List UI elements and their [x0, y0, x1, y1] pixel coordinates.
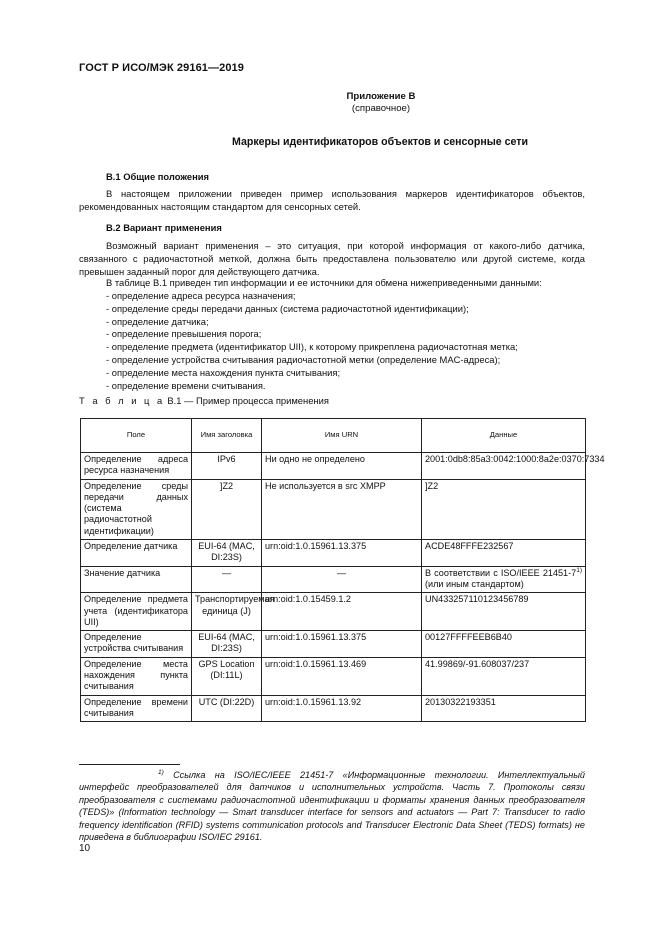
application-table: [80, 418, 605, 722]
cell-urn: Не используется в src XMPP: [262, 479, 422, 539]
header-field: Поле: [81, 419, 192, 453]
cell-data: 2001:0db8:85a3:0042:1000:8a2e:0370:7334: [422, 453, 586, 480]
cell-name: IPv6: [192, 453, 262, 480]
table-caption-text: В.1 — Пример процесса применения: [164, 395, 329, 406]
table-row: [81, 540, 586, 567]
table-header-row: [81, 419, 586, 453]
cell-urn: urn:oid:1.0.15961.13.375: [262, 631, 422, 658]
cell-name: —: [192, 566, 262, 593]
cell-urn: urn:oid:1.0.15459.1.2: [262, 593, 422, 631]
table-row: [81, 593, 586, 631]
cell-data: ACDE48FFFE232567: [422, 540, 586, 567]
footnote-text: Ссылка на ISO/IEC/IEEE 21451-7 «Информационные технологии. Интеллектуальный интерфейс преобразователей для датчиков и исполнительных устройств. Часть 7. Протоколы связи преобразователя с системами радиочастотной идентификации и форматы хранения данных преобразователя (TEDS)» (Information technology — Smart transducer interface for sensors and actuators — Part 7: Transducer to radio frequency identification (RFID) systems communication protocols and Transducer Electronic Data Sheet (TEDS) formats) не приведена в библиографии ISO/IEC 29161.: [79, 770, 585, 843]
cell-field: Определение времени считывания: [81, 695, 192, 722]
cell-field: Определение предмета учета (идентификатора UII): [81, 593, 192, 631]
cell-urn: Ни одно не определено: [262, 453, 422, 480]
list-item: - определение времени считывания.: [106, 379, 266, 391]
footnote-divider: [79, 764, 180, 765]
cell-field: Определение адреса ресурса назначения: [81, 453, 192, 480]
cell-name: Транспортируемая единица (J): [192, 593, 262, 631]
table-row: [81, 657, 586, 695]
list-item: - определение превышения порога;: [106, 328, 262, 340]
cell-data: 20130322193351: [422, 695, 586, 722]
cell-name: ]Z2: [192, 479, 262, 539]
header-urn: Имя URN: [262, 419, 422, 453]
section-2-text-1: Возможный вариант применения – это ситуация, при которой информация от какого-либо датчика, связанного с радиочастотной меткой, должна быть предоставлена пользователю или другой системе, когда превышен заданный порог для действующего датчика.: [79, 240, 585, 277]
cell-field: Определение среды передачи данных (система радиочастотной идентификации): [81, 479, 192, 539]
list-item: - определение среды передачи данных (система радиочастотной идентификации);: [106, 302, 469, 314]
cell-urn: urn:oid:1.0.15961.13.469: [262, 657, 422, 695]
cell-data: 00127FFFFEEB6B40: [422, 631, 586, 658]
section-1-text: В настоящем приложении приведен пример использования маркеров идентификаторов объектов, рекомендованных настоящим стандартом для сенсорных сетей.: [79, 188, 585, 212]
header-data: Данные: [422, 419, 586, 453]
cell-urn: —: [262, 566, 422, 593]
section-2-paragraph-1: [79, 239, 585, 278]
list-item: - определение места нахождения пункта считывания;: [106, 366, 341, 378]
footnote-marker: 1): [158, 768, 164, 776]
cell-field: Определение устройства считывания: [81, 631, 192, 658]
table-caption: [79, 395, 329, 406]
list-intro: В таблице В.1 приведен тип информации и ее источники для обмена нижеприведенными данными:: [106, 277, 542, 288]
appendix-heading: [280, 91, 482, 115]
cell-name: GPS Location (DI:11L): [192, 657, 262, 695]
header-name: Имя заголовка: [192, 419, 262, 453]
cell-data: ]Z2: [422, 479, 586, 539]
cell-data: 41.99869/-91.608037/237: [422, 657, 586, 695]
cell-data-tail: (или иным стандартом): [425, 578, 524, 589]
table-caption-prefix: Т а б л и ц а: [79, 395, 165, 406]
cell-data-text: В соответствии с ISO/IEEE 21451-7: [425, 567, 577, 578]
list-item: - определение устройства считывания радиочастотной метки (определение MAC-адреса);: [106, 354, 501, 366]
table-row: [81, 479, 586, 539]
cell-urn: urn:oid:1.0.15961.13.375: [262, 540, 422, 567]
main-title: Маркеры идентификаторов объектов и сенсорные сети: [232, 136, 528, 148]
cell-name: EUI-64 (MAC, DI:23S): [192, 631, 262, 658]
cell-name: EUI-64 (MAC, DI:23S): [192, 540, 262, 567]
footnote-ref: 1): [576, 566, 582, 574]
list-item: - определение предмета (идентификатор UII), к которому прикреплена радиочастотная метка;: [106, 341, 518, 353]
cell-data: [422, 566, 586, 593]
section-2-heading: В.2 Вариант применения: [106, 222, 222, 233]
footnote: [79, 769, 585, 843]
cell-field: Значение датчика: [81, 566, 192, 593]
document-header: ГОСТ Р ИСО/МЭК 29161—2019: [79, 62, 244, 74]
cell-field: Определение места нахождения пункта считывания: [81, 657, 192, 695]
cell-data: UN433257110123456789: [422, 593, 586, 631]
cell-field: Определение датчика: [81, 540, 192, 567]
section-1-paragraph: [79, 187, 585, 213]
table-row: [81, 695, 586, 722]
table-row: [81, 453, 586, 480]
section-1-heading: В.1 Общие положения: [106, 171, 209, 182]
appendix-subtitle: (справочное): [351, 103, 411, 114]
exchange-data-list: [106, 277, 586, 393]
list-item: - определение датчика;: [106, 315, 209, 327]
page-number: 10: [79, 843, 91, 854]
appendix-title: Приложение В: [346, 91, 416, 102]
cell-urn: urn:oid:1.0.15961.13.92: [262, 695, 422, 722]
cell-name: UTC (DI:22D): [192, 695, 262, 722]
list-item: - определение адреса ресурса назначения;: [106, 289, 296, 301]
table-row: [81, 566, 586, 593]
table-row: [81, 631, 586, 658]
